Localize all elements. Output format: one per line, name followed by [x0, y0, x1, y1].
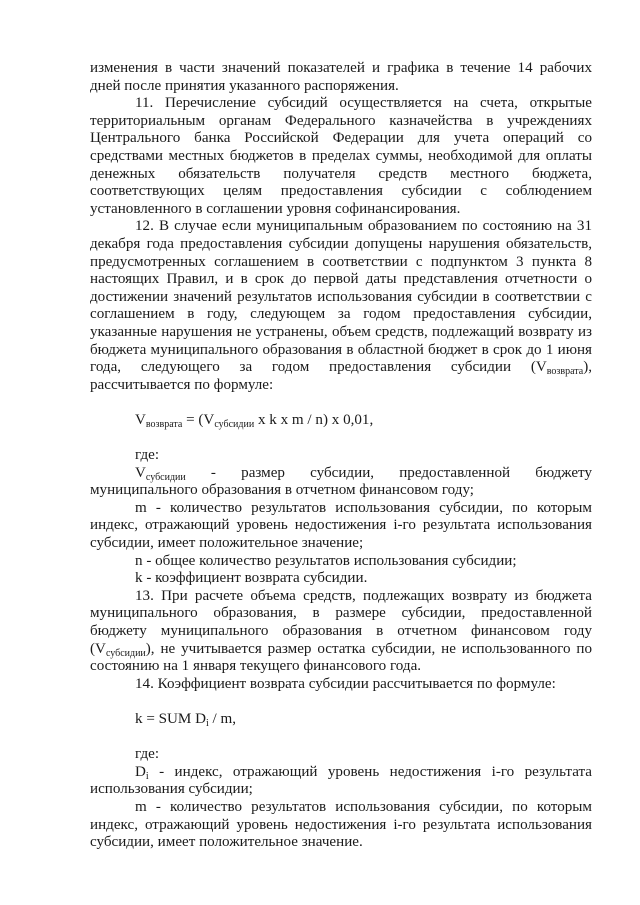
where-label [90, 447, 592, 465]
definition-text: m - количество результатов использования субсидии, по которым индекс, отражающий уровень недостижения i-го результата использования субсидии, имеет положительное значение; [90, 499, 592, 552]
definition-text: D [135, 763, 146, 780]
where-label [90, 746, 592, 764]
subscript: возврата [145, 418, 183, 430]
paragraph-text: 13. При расчете объема средств, подлежащих возврату из бюджета муниципального образования, в размере субсидии, предоставленной бюджету муниципального образования в отчетном финансовом году (V [90, 587, 592, 657]
subscript: i [206, 717, 209, 729]
where-text: где: [135, 746, 160, 763]
spacer [90, 429, 592, 447]
formula-text: k = SUM D [135, 710, 206, 727]
definition-n [90, 553, 592, 571]
definition-m [90, 799, 592, 852]
definition-k [90, 570, 592, 588]
where-text: где: [135, 447, 160, 464]
definition-text: k - коэффициент возврата субсидии. [135, 570, 368, 587]
paragraph-text: ), не учитывается размер остатка субсидии, не использованного по состоянию на 1 января текущего финансового года. [90, 640, 592, 675]
paragraph-text: 12. В случае если муниципальным образованием по состоянию на 31 декабря года предоставления субсидии допущены нарушения обязательств, предусмотренных соглашением в соответствии с подпунктом 3 пункта 8 настоящих Правил, и в срок до первой даты представления отчетности о достижении значений результатов использования субсидии в соответствии с соглашением в году, следующем за годом предоставления субсидии, указанные нарушения не устранены, объем средств, подлежащий возврату из бюджета муниципального образования в областной бюджет в срок до 1 июня года, следующего за годом предоставления субсидии (V [90, 218, 592, 376]
paragraph-text: изменения в части значений показателей и графика в течение 14 рабочих дней после принятия указанного распоряжения. [90, 60, 592, 94]
subscript: субсидии [145, 471, 186, 483]
definition-v-subsidy [90, 465, 592, 500]
formula-return-coefficient [90, 711, 592, 729]
formula-text: x k x m / n) x 0,01, [254, 411, 374, 428]
paragraph-text: ), рассчитывается по формуле: [90, 359, 592, 393]
spacer [90, 693, 592, 711]
subscript: i [145, 770, 149, 782]
subscript: субсидии [105, 647, 146, 659]
definition-text: n - общее количество результатов использования субсидии; [135, 552, 517, 569]
spacer [90, 729, 592, 747]
paragraph-12 [90, 218, 592, 394]
document-page [90, 60, 592, 852]
paragraph-continuation [90, 60, 592, 95]
paragraph-13 [90, 588, 592, 676]
paragraph-11 [90, 95, 592, 218]
definition-text: V [135, 464, 146, 481]
spacer [90, 394, 592, 412]
formula-return-volume [90, 412, 592, 430]
paragraph-text: 14. Коэффициент возврата субсидии рассчитывается по формуле: [135, 675, 556, 692]
subscript: субсидии [214, 418, 255, 430]
formula-text: = (V [182, 411, 215, 428]
paragraph-14 [90, 676, 592, 694]
definition-m [90, 500, 592, 553]
formula-text: V [135, 411, 146, 428]
definition-text: - размер субсидии, предоставленной бюджету муниципального образования в отчетном финансовом году; [90, 464, 592, 499]
definition-d [90, 764, 592, 799]
definition-text: - индекс, отражающий уровень недостижения i-го результата использования субсидии; [90, 763, 592, 798]
formula-text: / m, [208, 710, 237, 727]
paragraph-text: 11. Перечисление субсидий осуществляется на счета, открытые территориальным органам Федерального казначейства в учреждениях Центрального банка Российской Федерации для учета операций со средствами местных бюджетов в пределах суммы, необходимой для оплаты денежных обязательств получателя средств местного бюджета, соответствующих целям предоставления субсидии с соблюдением установленного в соглашении уровня софинансирования. [90, 95, 592, 217]
subscript: возврата [546, 366, 584, 378]
definition-text: m - количество результатов использования субсидии, по которым индекс, отражающий уровень недостижения i-го результата использования субсидии, имеет положительное значение. [90, 798, 592, 851]
